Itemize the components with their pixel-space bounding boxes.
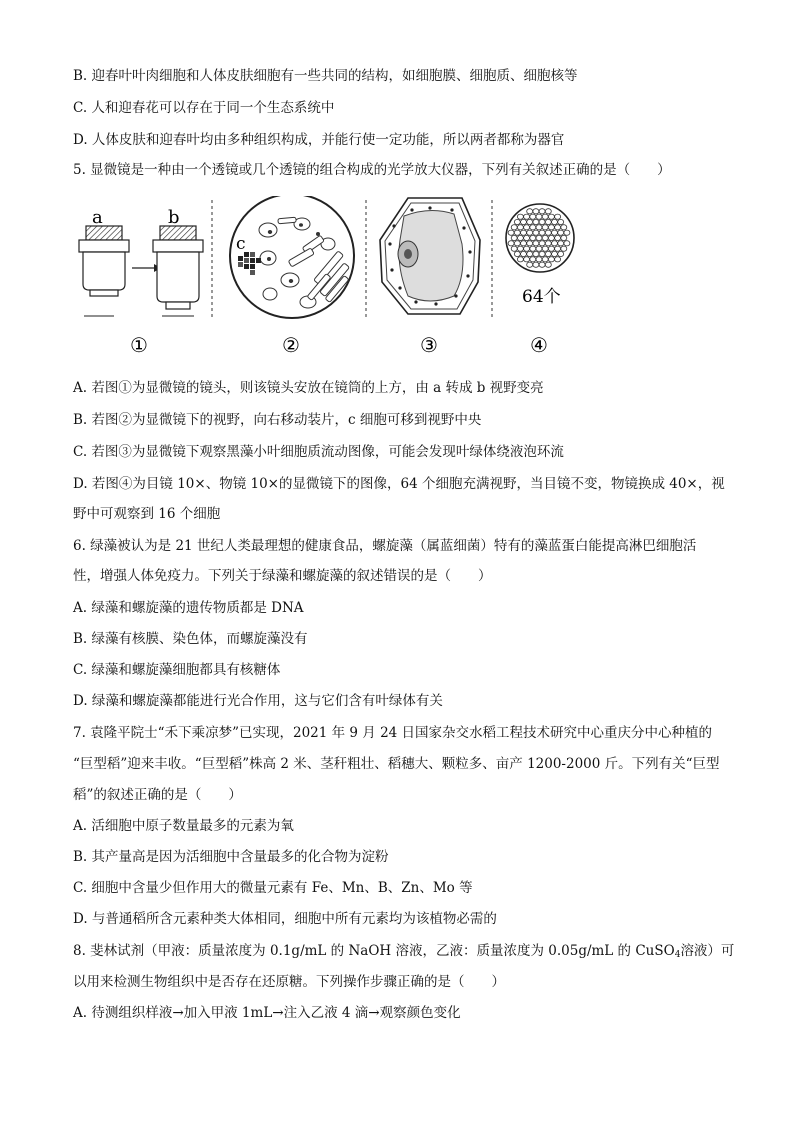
cell-c-label: c — [236, 234, 246, 254]
q7-option-b: B. 其产量高是因为活细胞中含量最多的化合物为淀粉 — [73, 849, 389, 865]
texture-cell — [539, 251, 545, 256]
texture-cell — [511, 225, 517, 230]
texture-cell — [527, 209, 533, 214]
texture-cell — [533, 251, 539, 256]
texture-cell — [517, 246, 523, 251]
texture-cell — [514, 219, 520, 224]
texture-cell — [542, 246, 548, 251]
texture-cell — [545, 241, 551, 246]
texture-cell — [536, 257, 542, 262]
texture-cell — [524, 246, 530, 251]
texture-cell — [555, 214, 561, 219]
texture-cell — [536, 225, 542, 230]
texture-cell — [530, 235, 536, 240]
texture-cell — [524, 214, 530, 219]
objective-lens-a — [79, 226, 129, 296]
texture-cell — [530, 225, 536, 230]
q8-stem-line1-sub: 4 — [674, 950, 681, 960]
q5-stem: 5. 显微镜是一种由一个透镜或几个透镜的组合构成的光学放大仪器，下列有关叙述正确的是（ ） — [73, 162, 671, 178]
texture-cell — [521, 251, 527, 256]
texture-cell — [533, 241, 539, 246]
texture-cell — [542, 235, 548, 240]
q6-stem-line2: 性，增强人体免疫力。下列关于绿藻和螺旋藻的叙述错误的是（ ） — [73, 568, 492, 584]
texture-cell — [527, 241, 533, 246]
texture-cell — [527, 262, 533, 267]
texture-cell — [517, 225, 523, 230]
texture-cell — [561, 246, 567, 251]
texture-cell — [539, 219, 545, 224]
texture-cell — [555, 235, 561, 240]
texture-cell — [536, 246, 542, 251]
q4-option-d: D. 人体皮肤和迎春叶均由多种组织构成，并能行使一定功能，所以两者都称为器官 — [73, 132, 565, 148]
texture-cell — [508, 230, 514, 235]
texture-cell — [548, 225, 554, 230]
texture-cell — [517, 214, 523, 219]
texture-cell — [514, 230, 520, 235]
texture-cell — [552, 241, 558, 246]
q7-option-a: A. 活细胞中原子数量最多的元素为氧 — [73, 818, 294, 834]
texture-cell — [527, 230, 533, 235]
texture-cell — [552, 219, 558, 224]
q8-option-a: A. 待测组织样液→加入甲液 1mL→注入乙液 4 滴→观察颜色变化 — [73, 1005, 461, 1021]
q6-option-a: A. 绿藻和螺旋藻的遗传物质都是 DNA — [73, 600, 304, 616]
texture-cell — [533, 262, 539, 267]
texture-cell — [555, 257, 561, 262]
texture-cell — [548, 235, 554, 240]
objective-lens-b — [153, 226, 203, 309]
texture-cell — [517, 235, 523, 240]
q5-option-d-line1: D. 若图④为目镜 10×、物镜 10×的显微镜下的图像，64 个细胞充满视野，当目镜不变，物镜换成 40×，视 — [73, 476, 725, 492]
texture-cell — [539, 230, 545, 235]
texture-cell — [521, 219, 527, 224]
q6-stem-line1: 6. 绿藻被认为是 21 世纪人类最理想的健康食品，螺旋藻（属蓝细菌）特有的藻蓝蛋白能提高淋巴细胞活 — [73, 538, 697, 554]
q7-option-c: C. 细胞中含量少但作用大的微量元素有 Fe、Mn、B、Zn、Mo 等 — [73, 880, 473, 896]
lens-a-label: a — [92, 207, 103, 228]
texture-cell — [545, 219, 551, 224]
texture-cell — [542, 225, 548, 230]
texture-cell — [536, 214, 542, 219]
texture-cell — [539, 241, 545, 246]
q5-option-a: A. 若图①为显微镜的镜头，则该镜头安放在镜筒的上方，由 a 转成 b 视野变亮 — [73, 380, 544, 396]
q5-figure — [70, 196, 590, 360]
q6-option-d: D. 绿藻和螺旋藻都能进行光合作用，这与它们含有叶绿体有关 — [73, 693, 443, 709]
texture-cell — [524, 225, 530, 230]
q5-option-d-line2: 野中可观察到 16 个细胞 — [73, 506, 221, 522]
texture-cell — [558, 241, 564, 246]
texture-cell — [545, 209, 551, 214]
texture-cell — [530, 257, 536, 262]
texture-cell — [521, 230, 527, 235]
texture-cell — [521, 241, 527, 246]
texture-cell — [517, 257, 523, 262]
lens-b-label: b — [168, 207, 180, 228]
texture-cell — [555, 246, 561, 251]
texture-cell — [511, 235, 517, 240]
q8-stem-line1 — [73, 941, 733, 965]
texture-cell — [542, 257, 548, 262]
texture-cell — [527, 219, 533, 224]
texture-cell — [545, 251, 551, 256]
texture-cell — [533, 209, 539, 214]
texture-cell — [558, 251, 564, 256]
texture-cell — [536, 235, 542, 240]
panel-label-2: ② — [282, 333, 300, 357]
q4-option-c: C. 人和迎春花可以存在于同一个生态系统中 — [73, 100, 335, 116]
texture-cell — [533, 219, 539, 224]
texture-cell — [539, 209, 545, 214]
q7-stem-line3: 稻”的叙述正确的是（ ） — [73, 787, 242, 803]
q7-option-d: D. 与普通稻所含元素种类大体相同，细胞中所有元素均为该植物必需的 — [73, 911, 497, 927]
texture-cell — [552, 251, 558, 256]
microscope-field-view — [230, 196, 354, 318]
texture-cell — [548, 246, 554, 251]
q7-stem-line2: “巨型稻”迎来丰收。“巨型稻”株高 2 米、茎秆粗壮、稻穗大、颗粒多、亩产 1200-2000 斤。下列有关“巨型 — [73, 756, 720, 772]
q8-stem-line1-post: 溶液）可 — [680, 943, 735, 959]
panel-label-3: ③ — [420, 333, 438, 357]
texture-cell — [508, 241, 514, 246]
texture-cell — [530, 246, 536, 251]
texture-cell — [561, 225, 567, 230]
texture-cell — [514, 241, 520, 246]
q8-stem-line1-pre: 8. 斐林试剂（甲液：质量浓度为 0.1g/mL 的 NaOH 溶液，乙液：质量浓度为 0.05g/mL 的 CuSO — [73, 943, 675, 959]
texture-cell — [524, 235, 530, 240]
texture-cell — [542, 214, 548, 219]
q5-option-b: B. 若图②为显微镜下的视野，向右移动装片，c 细胞可移到视野中央 — [73, 412, 482, 428]
texture-cell — [527, 251, 533, 256]
q6-option-c: C. 绿藻和螺旋藻细胞都具有核糖体 — [73, 662, 281, 678]
panel-label-4: ④ — [530, 333, 548, 357]
texture-cell — [524, 257, 530, 262]
texture-cell — [530, 214, 536, 219]
q8-stem-line2: 以用来检测生物组织中是否存在还原糖。下列操作步骤正确的是（ ） — [73, 974, 505, 990]
texture-cell — [552, 230, 558, 235]
texture-cell — [545, 262, 551, 267]
texture-cell — [555, 225, 561, 230]
texture-cell — [545, 230, 551, 235]
dense-cell-field — [506, 204, 574, 272]
texture-cell — [548, 257, 554, 262]
q6-option-b: B. 绿藻有核膜、染色体，而螺旋藻没有 — [73, 631, 308, 647]
q4-option-b: B. 迎春叶叶肉细胞和人体皮肤细胞有一些共同的结构，如细胞膜、细胞质、细胞核等 — [73, 68, 578, 84]
texture-cell — [548, 214, 554, 219]
cell-count-label: 64个 — [522, 287, 561, 307]
texture-cell — [564, 230, 570, 235]
q7-stem-line1: 7. 袁隆平院士“禾下乘凉梦”已实现，2021 年 9 月 24 日国家杂交水稻工程技术研究中心重庆分中心种植的 — [73, 725, 713, 741]
texture-cell — [561, 235, 567, 240]
texture-cell — [539, 262, 545, 267]
texture-cell — [514, 251, 520, 256]
texture-cell — [558, 219, 564, 224]
texture-cell — [511, 246, 517, 251]
texture-cell — [533, 230, 539, 235]
plant-cell-diagram — [380, 198, 480, 314]
texture-cell — [558, 230, 564, 235]
panel-label-1: ① — [130, 333, 148, 357]
texture-cell — [564, 241, 570, 246]
q5-option-c: C. 若图③为显微镜下观察黑藻小叶细胞质流动图像，可能会发现叶绿体绕液泡环流 — [73, 444, 564, 460]
